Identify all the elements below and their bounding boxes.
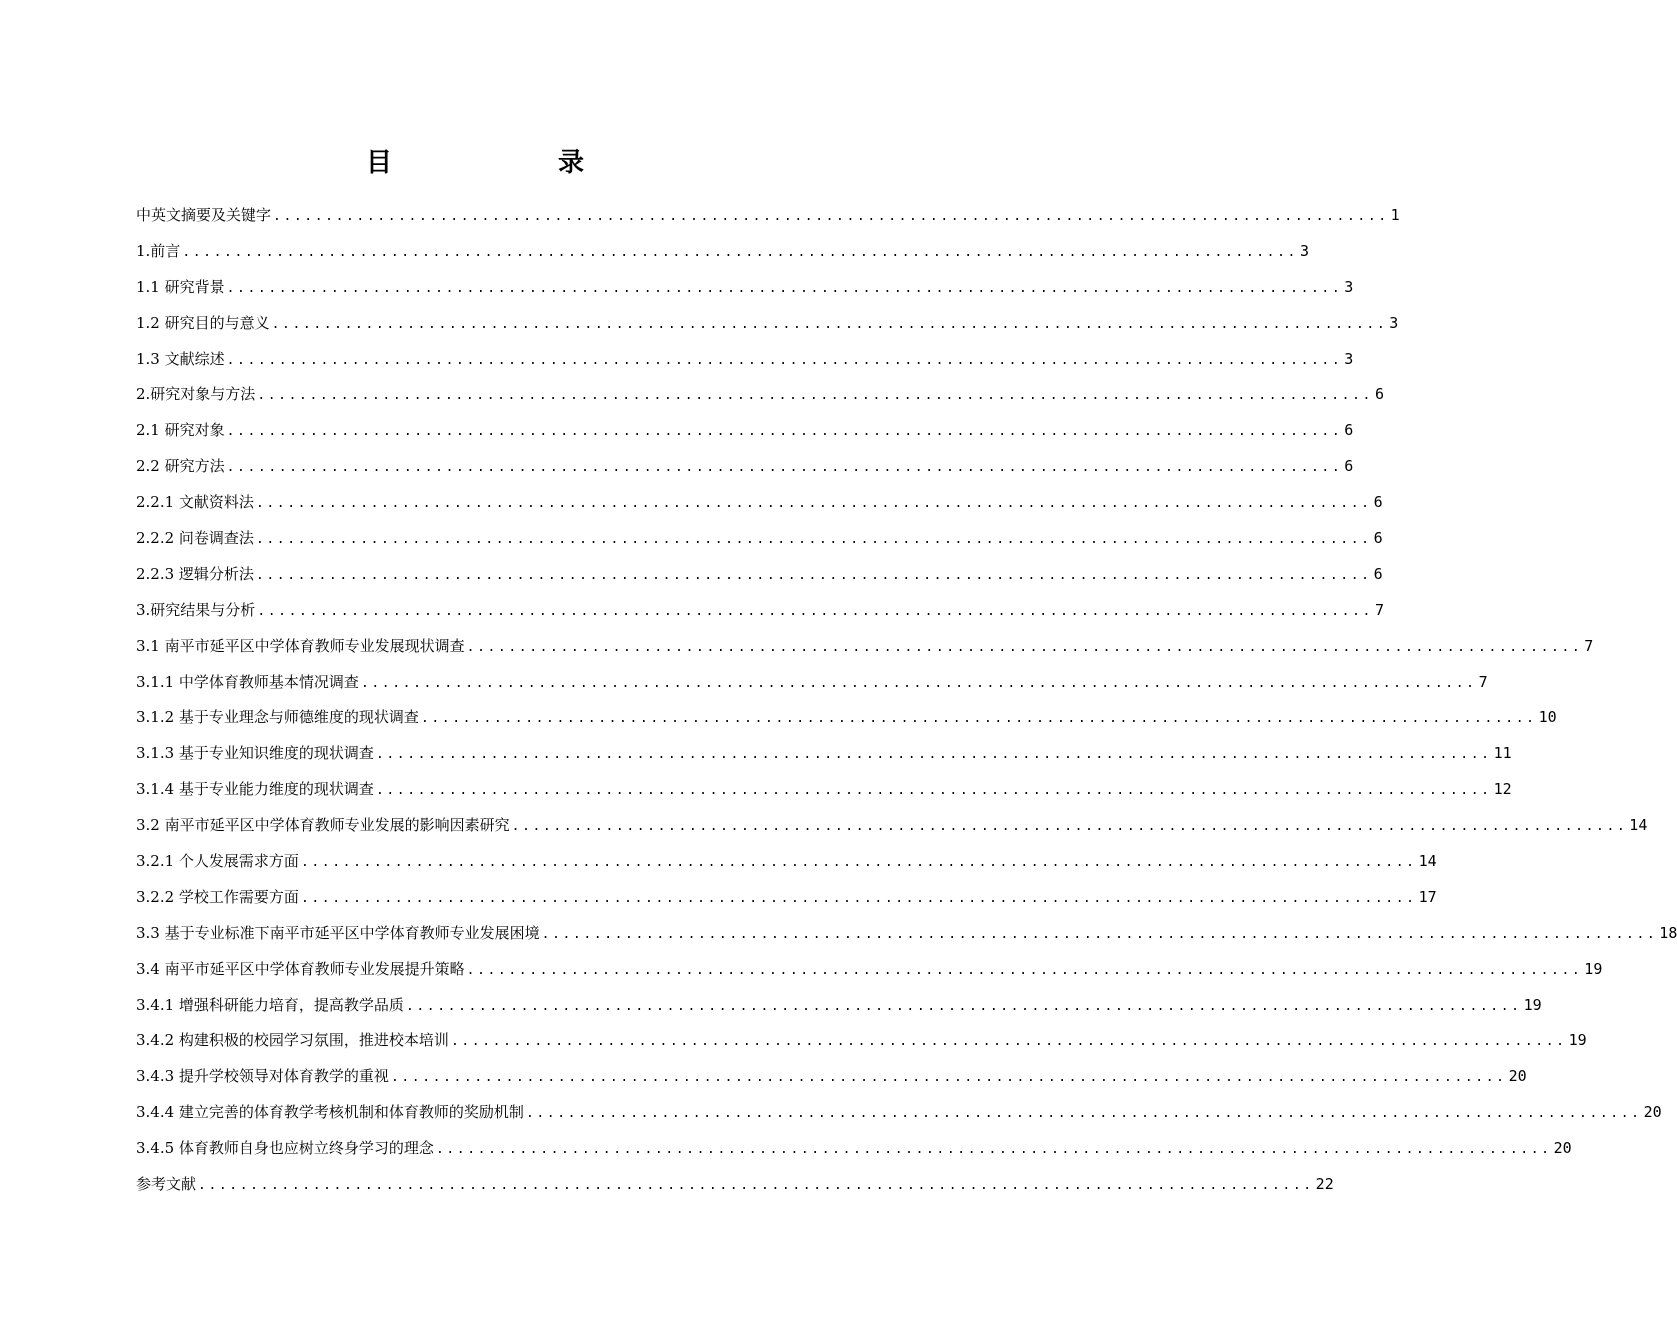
toc-leader-dots: ........................................................................................................... xyxy=(300,855,1417,871)
toc-entry-title: 1.2 研究目的与意义 xyxy=(136,313,270,332)
toc-page-number: 6 xyxy=(1374,385,1384,404)
toc-page-number: 3 xyxy=(1344,277,1354,296)
toc-leader-dots: ........................................................................................................... xyxy=(255,496,1372,512)
toc-entry-title: 2.2 研究方法 xyxy=(136,457,225,476)
toc-page-number: 7 xyxy=(1374,600,1384,619)
toc-leader-dots: ........................................................................................................... xyxy=(257,388,1373,404)
toc-entry-title: 3.3 基于专业标准下南平市延平区中学体育教师专业发展困境 xyxy=(136,923,540,942)
toc-entry[interactable] xyxy=(136,1131,1572,1167)
toc-entry[interactable] xyxy=(136,198,1400,234)
toc-entry-title: 3.4.3 提升学校领导对体育教学的重视 xyxy=(136,1067,389,1086)
toc-entry-title: 3.4 南平市延平区中学体育教师专业发展提升策略 xyxy=(136,959,465,978)
toc-leader-dots: ........................................................................................................... xyxy=(525,1106,1642,1122)
toc-page-number: 6 xyxy=(1373,493,1383,512)
toc-page-number: 1 xyxy=(1390,206,1400,224)
toc-entry[interactable] xyxy=(136,988,1542,1024)
toc-entry-title: 2.2.3 逻辑分析法 xyxy=(136,564,254,583)
toc-leader-dots: ........................................................................................................... xyxy=(226,460,1343,476)
toc-entry-title: 3.研究结果与分析 xyxy=(136,600,256,619)
toc-page-number: 6 xyxy=(1344,421,1354,440)
toc-entry[interactable] xyxy=(136,377,1384,413)
toc-page-number: 3 xyxy=(1389,313,1399,332)
toc-entry[interactable] xyxy=(136,629,1594,665)
toc-entry-title: 3.1.2 基于专业理念与师德维度的现状调查 xyxy=(136,708,419,727)
toc-entry[interactable] xyxy=(136,413,1354,449)
toc-entry[interactable] xyxy=(136,1095,1662,1131)
toc-entry-title: 3.1 南平市延平区中学体育教师专业发展现状调查 xyxy=(136,636,465,655)
toc-entry-title: 3.4.2 构建积极的校园学习氛围，推进校本培训 xyxy=(136,1031,449,1050)
toc-leader-dots: ........................................................................................................... xyxy=(390,1070,1507,1086)
toc-leader-dots: ........................................................................................................... xyxy=(466,962,1583,978)
toc-page-number: 7 xyxy=(1478,672,1488,691)
toc-leader-dots: ........................................................................................................... xyxy=(375,747,1492,763)
toc-entry[interactable] xyxy=(136,736,1512,772)
toc-page-number: 3 xyxy=(1344,349,1354,368)
toc-page-number: 14 xyxy=(1418,852,1437,871)
toc-page-number: 7 xyxy=(1584,636,1594,655)
toc-entry-title: 1.1 研究背景 xyxy=(136,277,225,296)
toc-leader-dots: ........................................................................................................... xyxy=(198,1178,1314,1194)
toc-entry[interactable] xyxy=(136,772,1512,808)
toc-entry[interactable] xyxy=(136,1167,1334,1203)
toc-page-number: 20 xyxy=(1508,1067,1527,1086)
toc-entry-title: 3.4.5 体育教师自身也应树立终身学习的理念 xyxy=(136,1139,434,1158)
toc-page-number: 19 xyxy=(1568,1031,1587,1050)
toc-entry-title: 3.2 南平市延平区中学体育教师专业发展的影响因素研究 xyxy=(136,816,510,835)
toc-entry[interactable] xyxy=(136,916,1677,952)
toc-leader-dots: ........................................................................................................... xyxy=(405,998,1522,1014)
toc-entry[interactable] xyxy=(136,234,1309,270)
toc-entry[interactable] xyxy=(136,880,1437,916)
toc-entry-title: 中英文摘要及关键字 xyxy=(136,206,272,224)
table-of-contents xyxy=(136,198,1677,1203)
toc-leader-dots: ........................................................................................................... xyxy=(375,783,1492,799)
toc-entry[interactable] xyxy=(136,270,1354,306)
toc-entry[interactable] xyxy=(136,593,1384,629)
toc-entry-title: 3.2.1 个人发展需求方面 xyxy=(136,852,299,871)
toc-entry[interactable] xyxy=(136,306,1399,342)
toc-entry-title: 2.1 研究对象 xyxy=(136,421,225,440)
toc-entry-title: 3.1.3 基于专业知识维度的现状调查 xyxy=(136,744,374,763)
toc-entry[interactable] xyxy=(136,485,1383,521)
toc-page-number: 6 xyxy=(1344,457,1354,476)
toc-page-number: 19 xyxy=(1523,995,1542,1014)
toc-entry[interactable] xyxy=(136,449,1354,485)
toc-page-number: 14 xyxy=(1629,816,1648,835)
toc-leader-dots: ........................................................................................................... xyxy=(255,567,1372,583)
toc-leader-dots: ........................................................................................................... xyxy=(360,675,1477,691)
toc-page-number: 6 xyxy=(1373,564,1383,583)
toc-entry[interactable] xyxy=(136,665,1488,701)
toc-entry-title: 3.1.1 中学体育教师基本情况调查 xyxy=(136,672,359,691)
toc-leader-dots: ........................................................................................................... xyxy=(226,352,1343,368)
toc-entry-title: 3.1.4 基于专业能力维度的现状调查 xyxy=(136,780,374,799)
toc-entry-title: 3.4.1 增强科研能力培育，提高教学品质 xyxy=(136,995,404,1014)
toc-entry-title: 1.3 文献综述 xyxy=(136,349,225,368)
toc-page-number: 12 xyxy=(1493,780,1512,799)
toc-leader-dots: ........................................................................................................... xyxy=(466,639,1583,655)
toc-leader-dots: ........................................................................................................... xyxy=(226,280,1343,296)
toc-entry[interactable] xyxy=(136,1059,1527,1095)
toc-entry-title: 2.2.1 文献资料法 xyxy=(136,493,254,512)
toc-page-number: 11 xyxy=(1493,744,1512,763)
toc-leader-dots: ........................................................................................................... xyxy=(300,890,1417,906)
toc-leader-dots: ........................................................................................................... xyxy=(257,603,1373,619)
page-title: 目 录 xyxy=(365,148,622,178)
toc-leader-dots: ........................................................................................................... xyxy=(255,532,1372,548)
toc-page-number: 18 xyxy=(1659,923,1677,942)
toc-entry[interactable] xyxy=(136,342,1354,378)
toc-page-number: 6 xyxy=(1373,529,1383,548)
toc-leader-dots: ........................................................................................................... xyxy=(273,209,1389,224)
toc-entry-title: 参考文献 xyxy=(136,1175,197,1194)
toc-entry-title: 3.4.4 建立完善的体育教学考核机制和体育教师的奖励机制 xyxy=(136,1103,524,1122)
toc-page-number: 3 xyxy=(1299,241,1309,260)
toc-entry-title: 2.研究对象与方法 xyxy=(136,385,256,404)
toc-leader-dots: ........................................................................................................... xyxy=(511,819,1628,835)
toc-page-number: 19 xyxy=(1584,959,1603,978)
toc-page-number: 20 xyxy=(1643,1103,1662,1122)
toc-entry-title: 3.2.2 学校工作需要方面 xyxy=(136,887,299,906)
toc-page-number: 10 xyxy=(1538,708,1557,727)
toc-leader-dots: ........................................................................................................... xyxy=(420,711,1537,727)
toc-page-number: 17 xyxy=(1418,887,1437,906)
toc-leader-dots: ........................................................................................................... xyxy=(450,1034,1567,1050)
toc-entry[interactable] xyxy=(136,521,1383,557)
toc-leader-dots: ........................................................................................................... xyxy=(226,424,1343,440)
toc-page-number: 22 xyxy=(1315,1175,1334,1194)
toc-entry[interactable] xyxy=(136,1023,1587,1059)
toc-entry[interactable] xyxy=(136,808,1648,844)
toc-entry-title: 1.前言 xyxy=(136,241,181,260)
toc-leader-dots: ........................................................................................................... xyxy=(271,316,1388,332)
toc-leader-dots: ........................................................................................................... xyxy=(435,1142,1552,1158)
toc-entry[interactable] xyxy=(136,952,1603,988)
toc-leader-dots: ........................................................................................................... xyxy=(541,926,1658,942)
toc-leader-dots: ........................................................................................................... xyxy=(182,244,1298,260)
toc-entry[interactable] xyxy=(136,700,1557,736)
toc-entry[interactable] xyxy=(136,844,1437,880)
toc-entry[interactable] xyxy=(136,557,1383,593)
toc-entry-title: 2.2.2 问卷调查法 xyxy=(136,529,254,548)
toc-page-number: 20 xyxy=(1553,1139,1572,1158)
